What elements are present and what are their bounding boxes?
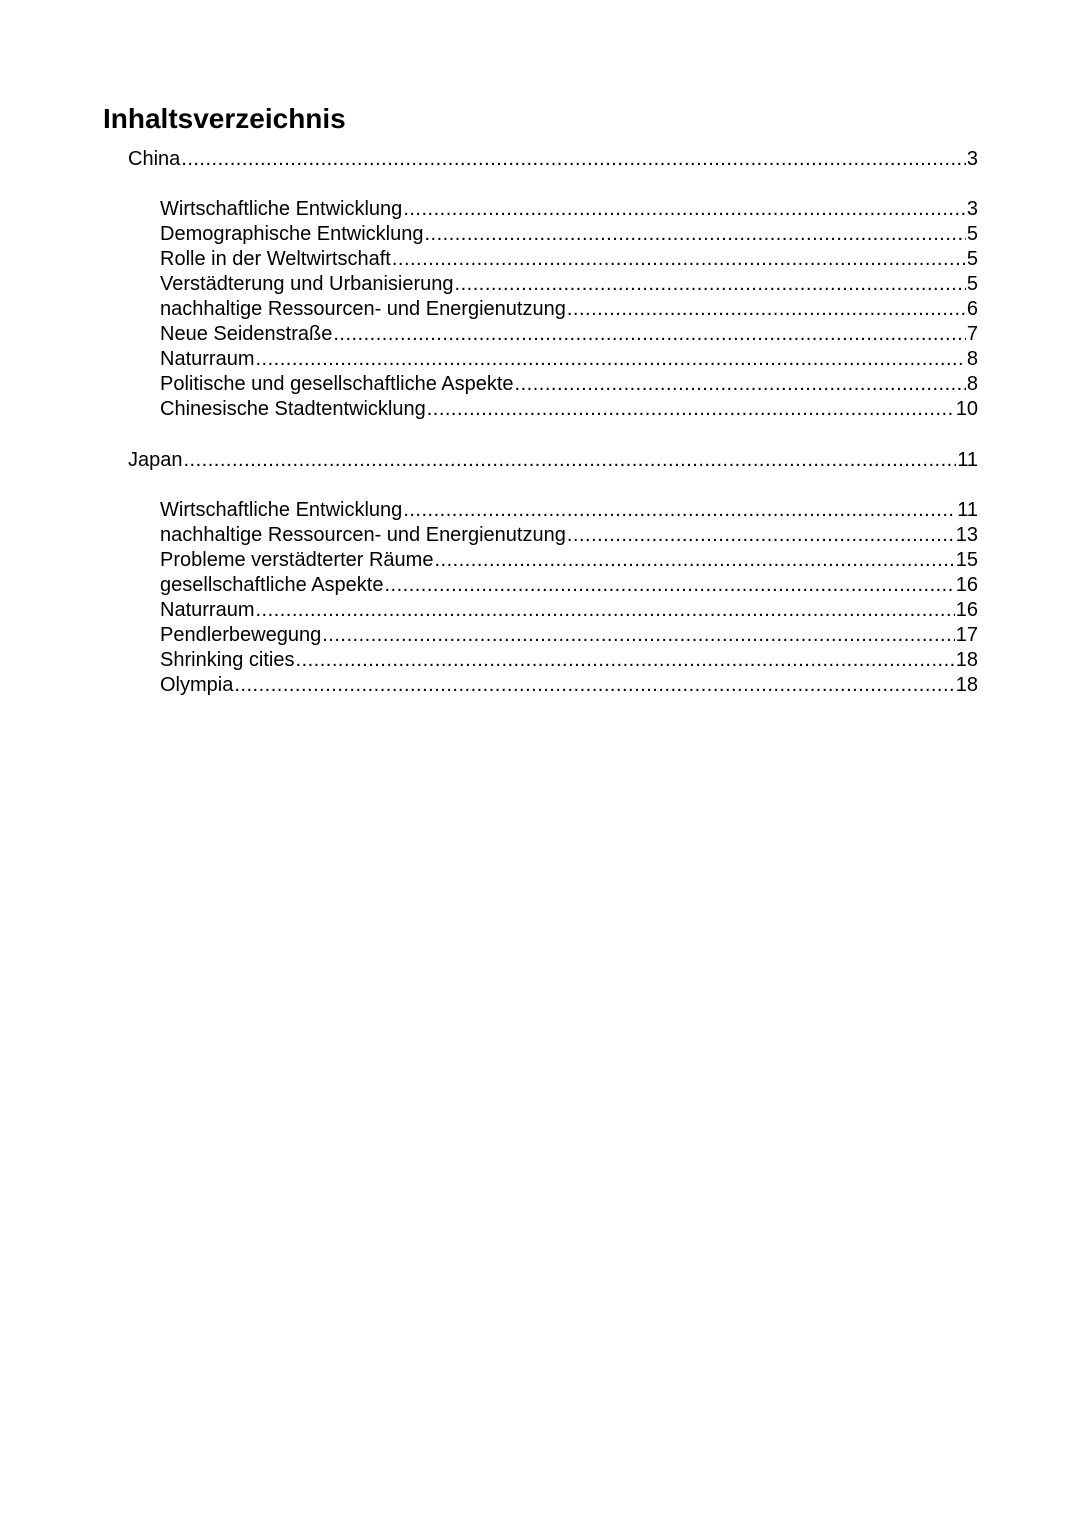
toc-entry-label: nachhaltige Ressourcen- und Energienutzung [160, 298, 566, 320]
toc-page-number: 11 [957, 449, 978, 471]
toc-entry[interactable] [160, 297, 978, 322]
toc-entry[interactable] [160, 598, 978, 623]
toc-page-number: 3 [966, 198, 978, 220]
toc-entry[interactable] [160, 498, 978, 523]
toc-page-number: 6 [966, 298, 978, 320]
toc-entry-label: Rolle in der Weltwirtschaft [160, 248, 391, 270]
toc-entry[interactable] [160, 372, 978, 397]
dot-leader [255, 347, 965, 372]
dot-leader [234, 673, 954, 698]
toc-entry[interactable] [160, 648, 978, 673]
toc-sublist-japan [128, 498, 978, 698]
toc-sublist-china [128, 197, 978, 422]
toc-entry[interactable] [160, 673, 978, 698]
dot-leader [392, 247, 966, 272]
toc-entry-label: gesellschaftliche Aspekte [160, 574, 384, 596]
toc-entry-label: Demographische Entwicklung [160, 223, 424, 245]
dot-leader [424, 222, 965, 247]
dot-leader [255, 598, 954, 623]
toc-page-number: 18 [955, 674, 978, 696]
toc-entry-label: nachhaltige Ressourcen- und Energienutzung [160, 524, 566, 546]
dot-leader [515, 372, 966, 397]
toc-page-number: 16 [955, 574, 978, 596]
toc-entry[interactable] [160, 222, 978, 247]
toc-page-number: 11 [957, 499, 978, 521]
toc-entry-label: Japan [128, 449, 183, 471]
toc-entry[interactable] [160, 322, 978, 347]
dot-leader [296, 648, 955, 673]
toc-entry-label: China [128, 148, 181, 170]
dot-leader [384, 573, 954, 598]
toc-entry[interactable] [160, 347, 978, 372]
toc-section-china [128, 147, 978, 422]
toc-entry[interactable] [160, 272, 978, 297]
toc-entry[interactable] [160, 623, 978, 648]
dot-leader [455, 272, 966, 297]
toc-entry-label: Shrinking cities [160, 649, 295, 671]
dot-leader [181, 147, 966, 172]
toc-entry-label: Chinesische Stadtentwicklung [160, 398, 426, 420]
toc-entry-label: Probleme verstädterter Räume [160, 549, 434, 571]
toc-section-japan [128, 448, 978, 698]
toc-entry-label: Naturraum [160, 599, 255, 621]
toc-page-number: 5 [966, 223, 978, 245]
dot-leader [333, 322, 966, 347]
dot-leader [567, 297, 966, 322]
toc-entry[interactable] [160, 548, 978, 573]
toc-page-number: 8 [966, 348, 978, 370]
toc-entry-label: Wirtschaftliche Entwicklung [160, 198, 403, 220]
dot-leader [403, 197, 966, 222]
toc-entry-label: Pendlerbewegung [160, 624, 322, 646]
toc-entry[interactable] [160, 573, 978, 598]
dot-leader [184, 448, 957, 473]
dot-leader [322, 623, 955, 648]
toc-title: Inhaltsverzeichnis [103, 103, 346, 134]
toc-page-number: 5 [966, 248, 978, 270]
toc-page-number: 8 [966, 373, 978, 395]
toc-entry-china[interactable] [128, 147, 978, 172]
toc-page-number: 10 [955, 398, 978, 420]
toc-page-number: 5 [966, 273, 978, 295]
toc-entry-label: Olympia [160, 674, 234, 696]
toc-entry-label: Naturraum [160, 348, 255, 370]
toc-page-number: 3 [966, 148, 978, 170]
toc-entry-label: Neue Seidenstraße [160, 323, 333, 345]
toc-entry-label: Politische und gesellschaftliche Aspekte [160, 373, 514, 395]
toc-page-number: 18 [955, 649, 978, 671]
toc-page-number: 7 [966, 323, 978, 345]
dot-leader [403, 498, 956, 523]
dot-leader [434, 548, 954, 573]
toc-entry-japan[interactable] [128, 448, 978, 473]
dot-leader [427, 397, 955, 422]
toc-entry[interactable] [160, 397, 978, 422]
toc-page-number: 17 [955, 624, 978, 646]
toc-entry[interactable] [160, 523, 978, 548]
toc-entry-label: Verstädterung und Urbanisierung [160, 273, 454, 295]
toc-entry[interactable] [160, 197, 978, 222]
toc-page-number: 16 [955, 599, 978, 621]
dot-leader [567, 523, 955, 548]
toc-page-number: 13 [955, 524, 978, 546]
toc-entry-label: Wirtschaftliche Entwicklung [160, 499, 403, 521]
toc-entry[interactable] [160, 247, 978, 272]
toc-page-number: 15 [955, 549, 978, 571]
